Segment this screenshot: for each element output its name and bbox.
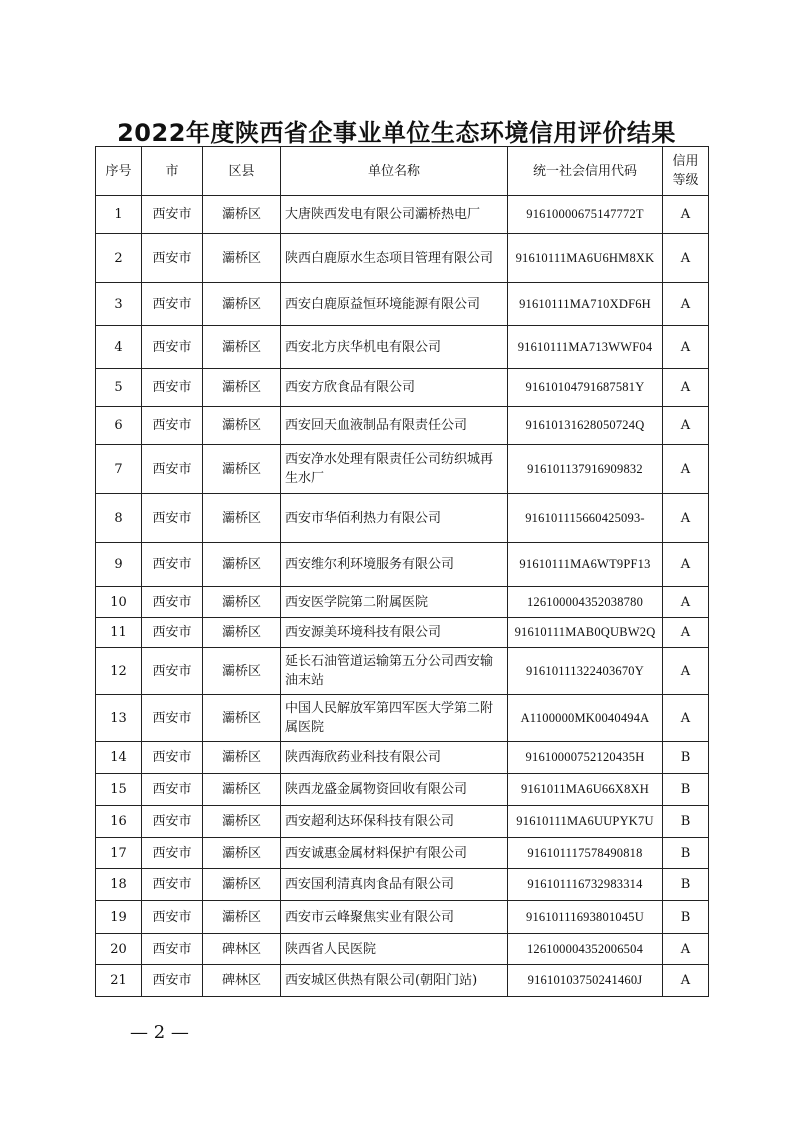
- cell-grade: A: [663, 326, 709, 369]
- cell-code: 91610111MA713WWF04: [508, 326, 663, 369]
- header-index: 序号: [96, 147, 142, 196]
- cell-name: 陕西海欣药业科技有限公司: [281, 742, 508, 774]
- cell-city: 西安市: [142, 196, 203, 234]
- cell-name: 大唐陕西发电有限公司灞桥热电厂: [281, 196, 508, 234]
- cell-code: 91610111MA6WT9PF13: [508, 543, 663, 587]
- cell-city: 西安市: [142, 934, 203, 965]
- cell-name: 西安国利清真肉食品有限公司: [281, 869, 508, 901]
- cell-index: 5: [96, 369, 142, 407]
- cell-name: 西安城区供热有限公司(朝阳门站): [281, 965, 508, 997]
- cell-name: 西安北方庆华机电有限公司: [281, 326, 508, 369]
- cell-city: 西安市: [142, 774, 203, 806]
- cell-grade: A: [663, 234, 709, 283]
- cell-name: 西安回天血液制品有限责任公司: [281, 407, 508, 445]
- cell-grade: A: [663, 445, 709, 494]
- cell-grade: A: [663, 934, 709, 965]
- cell-name: 西安诚惠金属材料保护有限公司: [281, 838, 508, 869]
- header-district: 区县: [203, 147, 281, 196]
- cell-name: 西安市华佰利热力有限公司: [281, 494, 508, 543]
- table-row: [96, 869, 709, 901]
- cell-index: 3: [96, 283, 142, 326]
- cell-name: 陕西省人民医院: [281, 934, 508, 965]
- cell-code: 91610111322403670Y: [508, 648, 663, 695]
- header-grade-line1: 信用: [672, 154, 699, 169]
- cell-name: 西安市云峰聚焦实业有限公司: [281, 901, 508, 934]
- cell-city: 西安市: [142, 234, 203, 283]
- table-row: [96, 774, 709, 806]
- cell-city: 西安市: [142, 283, 203, 326]
- cell-index: 15: [96, 774, 142, 806]
- cell-district: 灞桥区: [203, 326, 281, 369]
- header-city: 市: [142, 147, 203, 196]
- table-row: [96, 965, 709, 997]
- table-row: [96, 648, 709, 695]
- cell-district: 灞桥区: [203, 369, 281, 407]
- cell-grade: A: [663, 494, 709, 543]
- cell-city: 西安市: [142, 543, 203, 587]
- cell-name: 西安超利达环保科技有限公司: [281, 806, 508, 838]
- cell-index: 17: [96, 838, 142, 869]
- cell-code: 91610111MA6UUPYK7U: [508, 806, 663, 838]
- cell-district: 灞桥区: [203, 869, 281, 901]
- cell-index: 6: [96, 407, 142, 445]
- cell-city: 西安市: [142, 869, 203, 901]
- header-grade: [663, 147, 709, 196]
- cell-district: 灞桥区: [203, 196, 281, 234]
- cell-city: 西安市: [142, 838, 203, 869]
- cell-grade: A: [663, 543, 709, 587]
- table-row: [96, 806, 709, 838]
- cell-grade: A: [663, 587, 709, 618]
- cell-city: 西安市: [142, 369, 203, 407]
- cell-name: 西安方欣食品有限公司: [281, 369, 508, 407]
- page-number: — 2 —: [130, 1022, 189, 1043]
- cell-index: 12: [96, 648, 142, 695]
- cell-grade: B: [663, 774, 709, 806]
- table-body: [96, 196, 709, 997]
- table-row: [96, 838, 709, 869]
- cell-district: 灞桥区: [203, 806, 281, 838]
- cell-code: 91610111MA710XDF6H: [508, 283, 663, 326]
- cell-index: 14: [96, 742, 142, 774]
- cell-district: 灞桥区: [203, 543, 281, 587]
- cell-grade: A: [663, 196, 709, 234]
- cell-name: 西安维尔利环境服务有限公司: [281, 543, 508, 587]
- cell-district: 灞桥区: [203, 587, 281, 618]
- cell-index: 10: [96, 587, 142, 618]
- cell-code: 91610103750241460J: [508, 965, 663, 997]
- page-title: 2022年度陕西省企事业单位生态环境信用评价结果: [117, 119, 676, 147]
- cell-code: 916101117578490818: [508, 838, 663, 869]
- cell-city: 西安市: [142, 742, 203, 774]
- header-name: 单位名称: [281, 147, 508, 196]
- table-row: [96, 901, 709, 934]
- cell-name: 西安医学院第二附属医院: [281, 587, 508, 618]
- cell-grade: B: [663, 742, 709, 774]
- table-row: [96, 618, 709, 648]
- cell-index: 9: [96, 543, 142, 587]
- cell-grade: A: [663, 407, 709, 445]
- cell-index: 18: [96, 869, 142, 901]
- cell-grade: A: [663, 369, 709, 407]
- cell-code: 91610111MA6U6HM8XK: [508, 234, 663, 283]
- header-grade-line2: 等级: [672, 173, 699, 188]
- cell-name: 西安源美环境科技有限公司: [281, 618, 508, 648]
- cell-code: 91610111MAB0QUBW2Q: [508, 618, 663, 648]
- cell-district: 灞桥区: [203, 695, 281, 742]
- cell-code: A1100000MK0040494A: [508, 695, 663, 742]
- cell-district: 灞桥区: [203, 774, 281, 806]
- cell-index: 2: [96, 234, 142, 283]
- credit-rating-table: [95, 146, 709, 997]
- cell-index: 21: [96, 965, 142, 997]
- cell-code: 916101116732983314: [508, 869, 663, 901]
- cell-grade: B: [663, 869, 709, 901]
- cell-district: 灞桥区: [203, 445, 281, 494]
- cell-district: 碑林区: [203, 934, 281, 965]
- table-row: [96, 742, 709, 774]
- cell-grade: B: [663, 901, 709, 934]
- cell-city: 西安市: [142, 806, 203, 838]
- cell-grade: A: [663, 283, 709, 326]
- cell-district: 灞桥区: [203, 283, 281, 326]
- cell-code: 916101047916875​81Y: [508, 369, 663, 407]
- cell-district: 灞桥区: [203, 742, 281, 774]
- cell-index: 1: [96, 196, 142, 234]
- cell-city: 西安市: [142, 494, 203, 543]
- cell-name: 西安白鹿原益恒环境能源有限公司: [281, 283, 508, 326]
- cell-grade: A: [663, 648, 709, 695]
- cell-name: 西安净水处理有限责任公司纺织城再生水厂: [281, 445, 508, 494]
- cell-city: 西安市: [142, 326, 203, 369]
- cell-district: 灞桥区: [203, 618, 281, 648]
- cell-code: 91610111693801045U: [508, 901, 663, 934]
- table-row: [96, 326, 709, 369]
- table-row: [96, 587, 709, 618]
- cell-city: 西安市: [142, 618, 203, 648]
- cell-index: 16: [96, 806, 142, 838]
- cell-name: 陕西白鹿原水生态项目管理有限公司: [281, 234, 508, 283]
- cell-index: 7: [96, 445, 142, 494]
- cell-index: 4: [96, 326, 142, 369]
- table-row: [96, 407, 709, 445]
- cell-district: 灞桥区: [203, 494, 281, 543]
- cell-code: 91610000752120435H: [508, 742, 663, 774]
- cell-grade: A: [663, 618, 709, 648]
- cell-district: 灞桥区: [203, 234, 281, 283]
- cell-code: 916101137916909832: [508, 445, 663, 494]
- cell-grade: A: [663, 965, 709, 997]
- cell-name: 延长石油管道运输第五分公司西安输油末站: [281, 648, 508, 695]
- cell-code: 916101115660425093-: [508, 494, 663, 543]
- cell-city: 西安市: [142, 587, 203, 618]
- cell-code: 9161011MA6U66X8XH: [508, 774, 663, 806]
- table-header-row: [96, 147, 709, 196]
- cell-district: 灞桥区: [203, 838, 281, 869]
- cell-district: 灞桥区: [203, 407, 281, 445]
- cell-city: 西安市: [142, 648, 203, 695]
- cell-city: 西安市: [142, 445, 203, 494]
- table-row: [96, 196, 709, 234]
- table-row: [96, 283, 709, 326]
- cell-city: 西安市: [142, 407, 203, 445]
- cell-index: 11: [96, 618, 142, 648]
- cell-code: 91610131628050724Q: [508, 407, 663, 445]
- cell-index: 8: [96, 494, 142, 543]
- cell-district: 灞桥区: [203, 648, 281, 695]
- table-row: [96, 494, 709, 543]
- cell-grade: B: [663, 838, 709, 869]
- cell-name: 中国人民解放军第四军医大学第二附属医院: [281, 695, 508, 742]
- cell-city: 西安市: [142, 901, 203, 934]
- cell-index: 13: [96, 695, 142, 742]
- cell-index: 19: [96, 901, 142, 934]
- table-row: [96, 934, 709, 965]
- table-row: [96, 369, 709, 407]
- table-row: [96, 234, 709, 283]
- cell-grade: A: [663, 695, 709, 742]
- cell-code: 126100004352006504: [508, 934, 663, 965]
- cell-district: 灞桥区: [203, 901, 281, 934]
- cell-grade: B: [663, 806, 709, 838]
- cell-code: 91610000675147772T: [508, 196, 663, 234]
- cell-code: 126100004352038780: [508, 587, 663, 618]
- cell-city: 西安市: [142, 695, 203, 742]
- table-row: [96, 695, 709, 742]
- table-row: [96, 543, 709, 587]
- cell-name: 陕西龙盛金属物资回收有限公司: [281, 774, 508, 806]
- cell-index: 20: [96, 934, 142, 965]
- cell-district: 碑林区: [203, 965, 281, 997]
- table-row: [96, 445, 709, 494]
- header-code: 统一社会信用代码: [508, 147, 663, 196]
- cell-city: 西安市: [142, 965, 203, 997]
